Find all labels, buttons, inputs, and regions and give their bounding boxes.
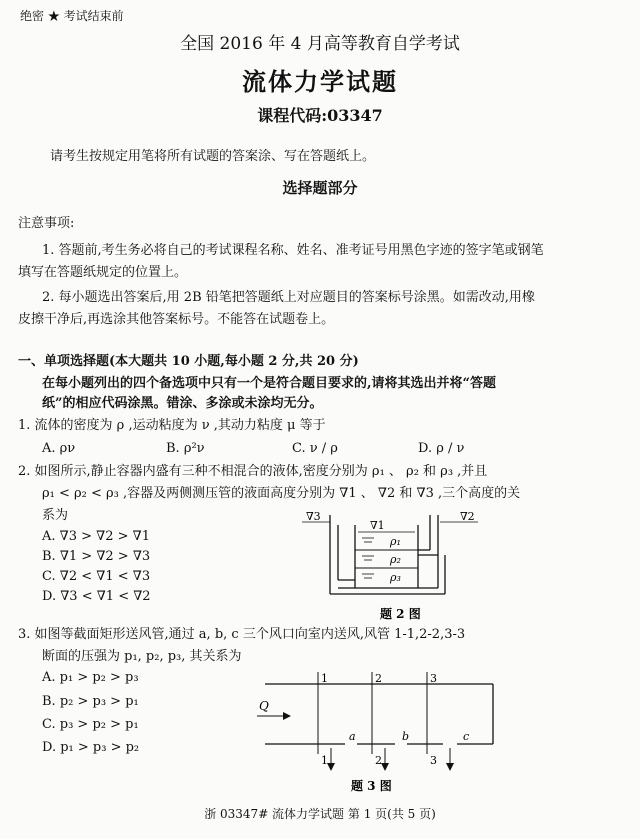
fig2-label-v1: ∇1: [370, 519, 385, 532]
fig3-section-3-top: 3: [430, 672, 437, 685]
fig2-label-rho2: ρ₂: [390, 553, 401, 566]
section-title: 选择题部分: [282, 179, 358, 197]
instruction-text: 请考生按规定用笔将所有试题的答案涂、写在答题纸上。: [50, 149, 376, 164]
fig3-section-1-top: 1: [321, 672, 328, 685]
fig3-flow-label: Q: [259, 699, 269, 713]
note-1-line-2: 填写在答题纸规定的位置上。: [18, 265, 188, 280]
q2-line-1: 2. 如图所示,静止容器内盛有三种不相混合的液体,密度分别为 ρ₁ 、 ρ₂ 和 ρ₃ ,并且: [18, 464, 488, 479]
notes-heading: 注意事项:: [18, 216, 75, 231]
q1-option-d: D. ρ / ν: [418, 441, 465, 456]
note-2-line-1: 2. 每小题选出答案后,用 2B 铅笔把答题纸上对应题目的答案标号涂黑。如需改动,用橡: [42, 290, 535, 305]
fig3-section-1-bottom: 1: [321, 754, 328, 767]
part1-desc-line-1: 在每小题列出的四个备选项中只有一个是符合题目要求的,请将其选出并将“答题: [42, 376, 497, 391]
q2-line-3: 系为: [42, 508, 69, 523]
part1-heading: 一、单项选择题(本大题共 10 小题,每小题 2 分,共 20 分): [18, 354, 359, 369]
fig3-caption: 题 3 图: [351, 779, 392, 793]
fig2-label-rho3: ρ₃: [390, 571, 401, 584]
note-1-line-1: 1. 答题前,考生务必将自己的考试课程名称、姓名、准考证号用黑色字迹的签字笔或钢笔: [42, 243, 544, 258]
page-footer: 浙 03347# 流体力学试题 第 1 页(共 5 页): [204, 807, 436, 821]
secret-mark: 绝密 ★ 考试结束前: [20, 9, 124, 23]
q2-option-d: D. ∇3 < ∇1 < ∇2: [42, 589, 151, 604]
fig3-section-2-top: 2: [375, 672, 382, 685]
q3-option-c: C. p₃ > p₂ > p₁: [42, 717, 139, 732]
q1-option-b: B. ρ²ν: [166, 441, 205, 456]
page-title: 流体力学试题: [242, 67, 398, 96]
fig3-outlet-c: c: [463, 730, 470, 743]
figure-2: [300, 510, 500, 630]
fig3-section-3-bottom: 3: [430, 754, 437, 767]
q2-line-2: ρ₁ < ρ₂ < ρ₃ ,容器及两侧测压管的液面高度分别为 ∇1 、 ∇2 和 ∇3 ,三个高度的关: [42, 486, 521, 501]
fig2-caption: 题 2 图: [380, 607, 421, 621]
exam-line: 全国 2016 年 4 月高等教育自学考试: [180, 34, 460, 54]
q3-option-a: A. p₁ > p₂ > p₃: [42, 670, 139, 685]
q3-line-2: 断面的压强为 p₁, p₂, p₃, 其关系为: [42, 649, 242, 664]
note-2-line-2: 皮擦干净后,再选涂其他答案标号。不能答在试题卷上。: [18, 312, 335, 327]
q3-option-d: D. p₁ > p₃ > p₂: [42, 740, 140, 755]
fig2-label-v3: ∇3: [306, 510, 321, 523]
part1-desc-line-2: 纸”的相应代码涂黑。错涂、多涂或未涂均无分。: [42, 396, 323, 411]
fig3-outlet-b: b: [402, 730, 410, 743]
fig3-section-2-bottom: 2: [375, 754, 382, 767]
fig2-label-rho1: ρ₁: [390, 535, 401, 548]
q1-stem: 1. 流体的密度为 ρ ,运动粘度为 ν ,其动力粘度 μ 等于: [18, 418, 326, 433]
q3-option-b: B. p₂ > p₃ > p₁: [42, 694, 139, 709]
q2-option-a: A. ∇3 > ∇2 > ∇1: [42, 529, 151, 544]
q2-option-c: C. ∇2 < ∇1 < ∇3: [42, 569, 151, 584]
fig3-outlet-a: a: [349, 730, 356, 743]
fig2-label-v2: ∇2: [460, 510, 475, 523]
q2-option-b: B. ∇1 > ∇2 > ∇3: [42, 549, 151, 564]
q1-option-a: A. ρν: [42, 441, 76, 456]
course-code: 课程代码:03347: [257, 106, 383, 125]
q1-option-c: C. ν / ρ: [292, 441, 338, 456]
figure-3: [245, 668, 500, 796]
q3-line-1: 3. 如图等截面矩形送风管,通过 a, b, c 三个风口向室内送风,风管 1-1,2-2,3-3: [18, 627, 466, 642]
